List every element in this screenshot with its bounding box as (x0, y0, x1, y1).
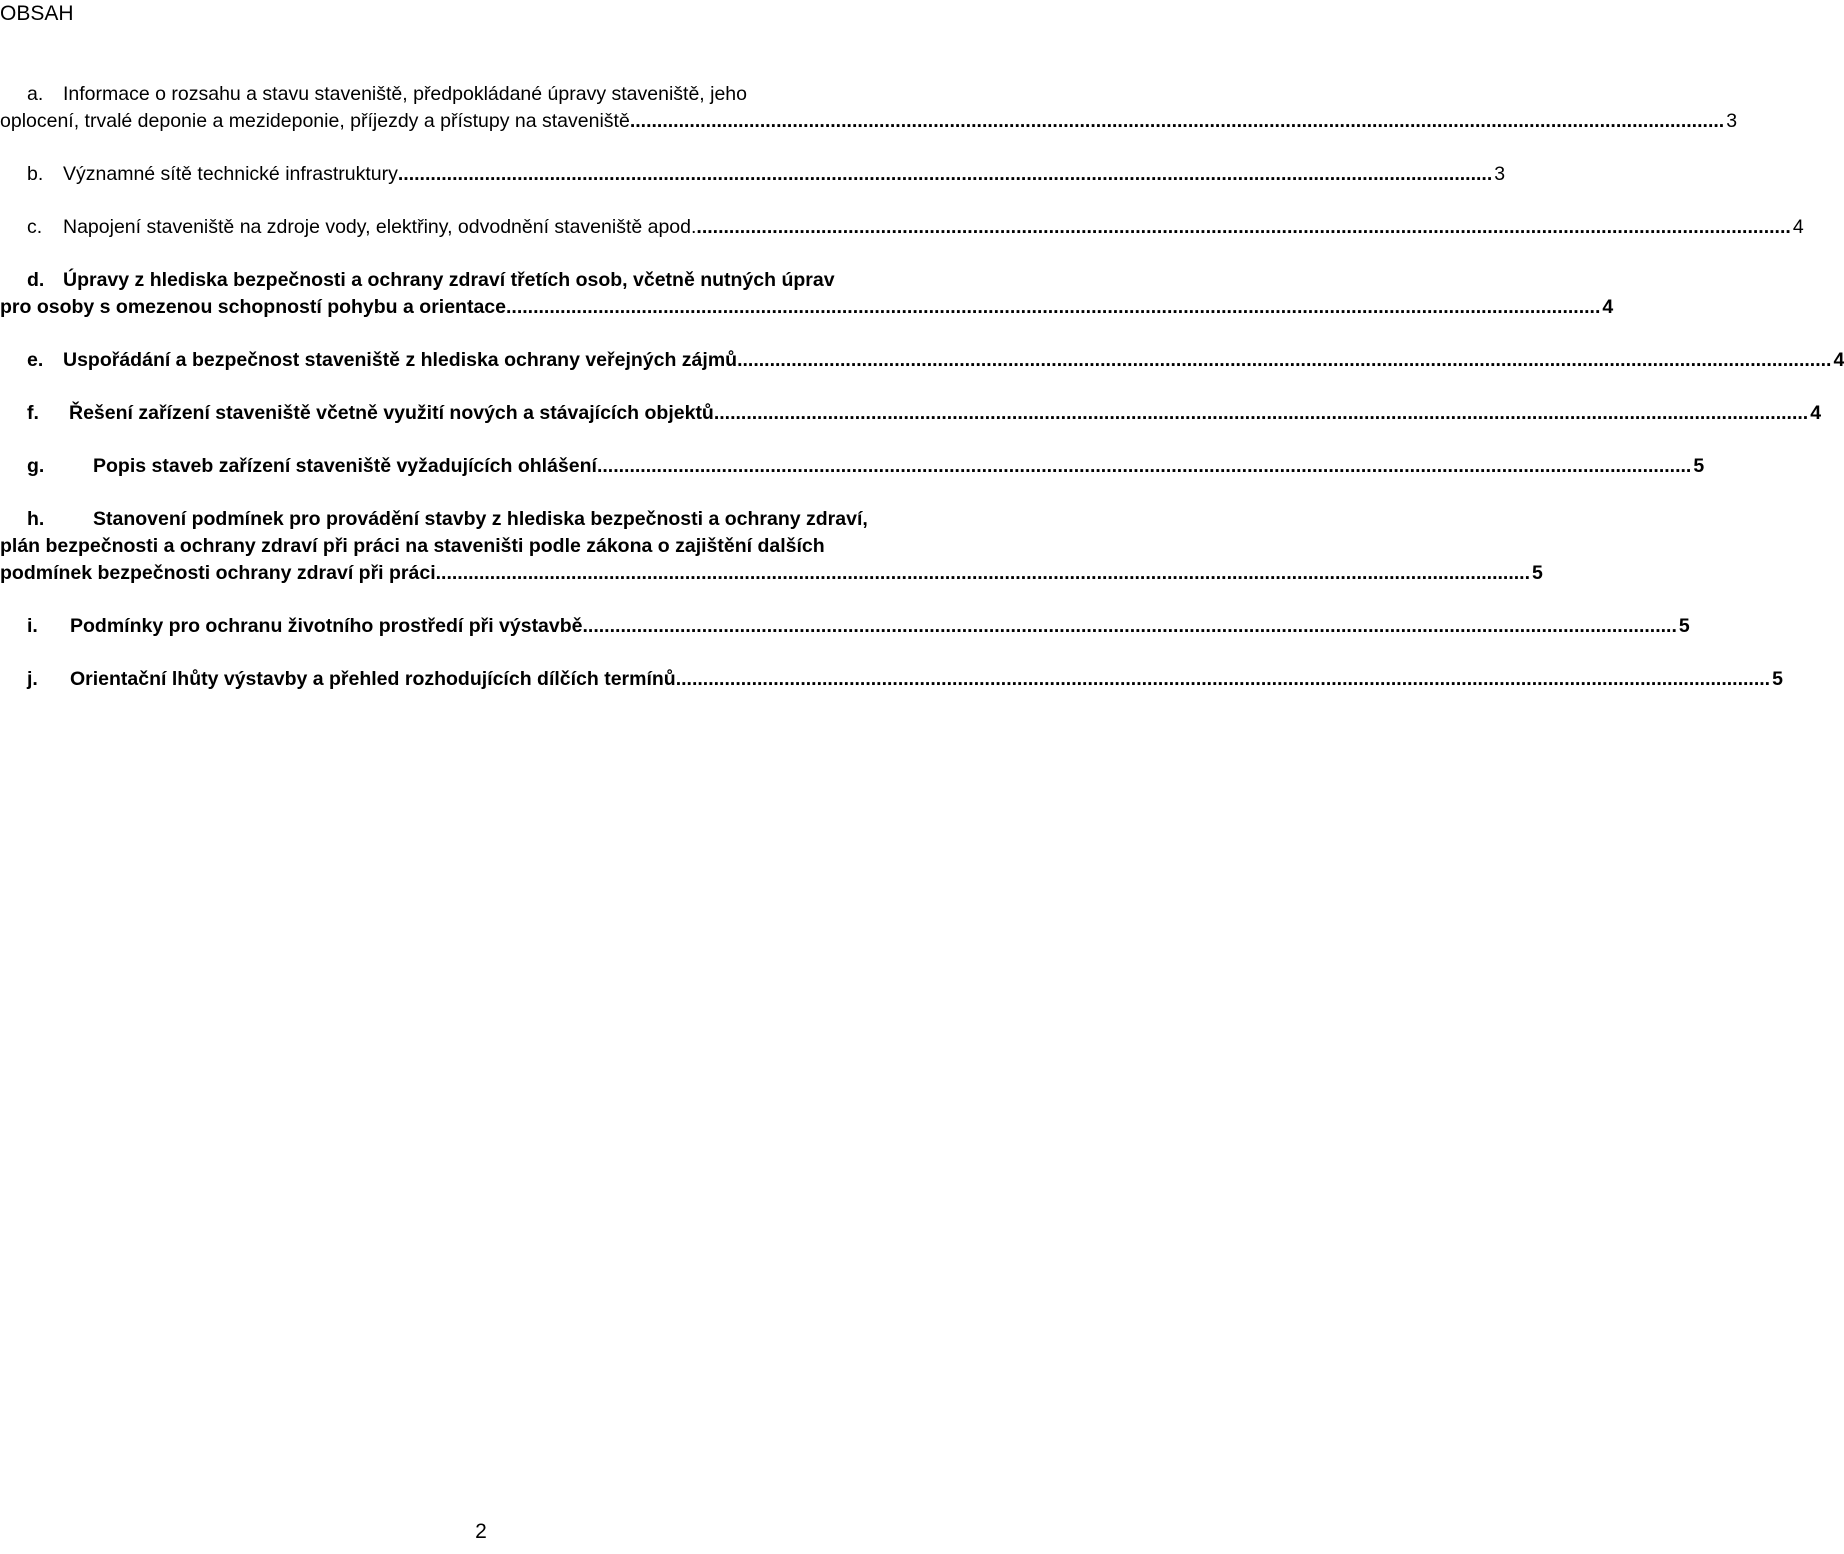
toc-entry-i[interactable] (0, 613, 1690, 640)
toc-entry-title: podmínek bezpečnosti ochrany zdraví při práci (0, 562, 436, 584)
toc-entry-h[interactable] (0, 506, 1543, 587)
toc-leader-dots (696, 214, 1790, 241)
toc-entry-label: j. (27, 668, 38, 690)
toc-entry-line (0, 294, 1614, 321)
toc-entry-line (0, 214, 1804, 241)
toc-entry-line (0, 347, 1844, 374)
toc-entry-page: 5 (1772, 668, 1783, 690)
toc-entry-line (0, 81, 962, 108)
toc-entry-title: oplocení, trvalé deponie a mezideponie, příjezdy a přístupy na staveniště (0, 110, 630, 132)
toc-entry-label: h. (27, 508, 45, 530)
toc-entry-title: plán bezpečnosti a ochrany zdraví při práci na staveništi podle zákona o zajištění dalších (0, 535, 825, 557)
toc-entry-line (0, 108, 1738, 135)
toc-entry-page: 4 (1833, 349, 1844, 371)
table-of-contents (0, 81, 1844, 719)
toc-entry-label: b. (27, 163, 44, 185)
toc-entry-page: 3 (1726, 110, 1738, 132)
toc-entry-line (0, 267, 962, 294)
toc-entry-page: 4 (1792, 216, 1804, 238)
toc-entry-line (0, 666, 1783, 693)
toc-entry-title: Úpravy z hlediska bezpečnosti a ochrany zdraví třetích osob, včetně nutných úprav (63, 269, 835, 291)
toc-entry-page: 4 (1810, 402, 1822, 424)
toc-entry-line (0, 400, 1822, 427)
toc-entry-label: a. (27, 83, 44, 105)
toc-entry-line (0, 533, 962, 560)
toc-entry-line (0, 613, 1690, 640)
toc-entry-j[interactable] (0, 666, 1783, 693)
toc-leader-dots (436, 560, 1530, 587)
toc-leader-dots (737, 347, 1831, 374)
toc-entry-page: 4 (1602, 296, 1614, 318)
toc-entry-d[interactable] (0, 267, 1614, 321)
toc-entry-c[interactable] (0, 214, 1804, 241)
toc-leader-dots (597, 453, 1691, 480)
toc-entry-g[interactable] (0, 453, 1705, 480)
toc-entry-title: Orientační lhůty výstavby a přehled rozhodujících dílčích termínů (70, 668, 676, 690)
toc-entry-label: g. (27, 455, 45, 477)
toc-entry-line (0, 453, 1705, 480)
toc-entry-title: Napojení staveniště na zdroje vody, elektřiny, odvodnění staveniště apod. (63, 216, 697, 238)
toc-entry-title: Informace o rozsahu a stavu staveniště, předpokládané úpravy staveniště, jeho (63, 83, 747, 105)
toc-entry-label: f. (27, 402, 39, 424)
toc-leader-dots (583, 613, 1677, 640)
toc-entry-line (0, 161, 1506, 188)
toc-entry-page: 5 (1532, 562, 1543, 584)
toc-entry-title: Podmínky pro ochranu životního prostředí při výstavbě (70, 615, 583, 637)
toc-entry-line (0, 560, 1543, 587)
toc-entry-page: 5 (1678, 615, 1690, 637)
toc-entry-e[interactable] (0, 347, 1844, 374)
toc-leader-dots (506, 294, 1600, 321)
toc-entry-page: 5 (1693, 455, 1705, 477)
toc-leader-dots (714, 400, 1808, 427)
toc-entry-label: d. (27, 269, 45, 291)
toc-entry-title: Stanovení podmínek pro provádění stavby z hlediska bezpečnosti a ochrany zdraví, (93, 508, 868, 530)
toc-leader-dots (630, 108, 1724, 135)
toc-entry-title: Řešení zařízení staveniště včetně využití nových a stávajících objektů (69, 402, 714, 424)
toc-entry-title: Popis staveb zařízení staveniště vyžadujících ohlášení (93, 455, 597, 477)
toc-entry-label: c. (27, 216, 43, 238)
toc-leader-dots (398, 161, 1492, 188)
toc-entry-page: 3 (1494, 163, 1506, 185)
toc-entry-line (0, 506, 962, 533)
toc-entry-title: Významné sítě technické infrastruktury (63, 163, 398, 185)
toc-entry-f[interactable] (0, 400, 1822, 427)
toc-entry-label: e. (27, 349, 44, 371)
toc-entry-a[interactable] (0, 81, 1738, 135)
toc-entry-label: i. (27, 615, 38, 637)
toc-entry-b[interactable] (0, 161, 1506, 188)
toc-leader-dots (676, 666, 1770, 693)
toc-entry-title: pro osoby s omezenou schopností pohybu a orientace (0, 296, 506, 318)
page-heading: OBSAH (0, 2, 74, 25)
page-number: 2 (475, 1520, 487, 1543)
toc-entry-title: Uspořádání a bezpečnost staveniště z hlediska ochrany veřejných zájmů (63, 349, 738, 371)
